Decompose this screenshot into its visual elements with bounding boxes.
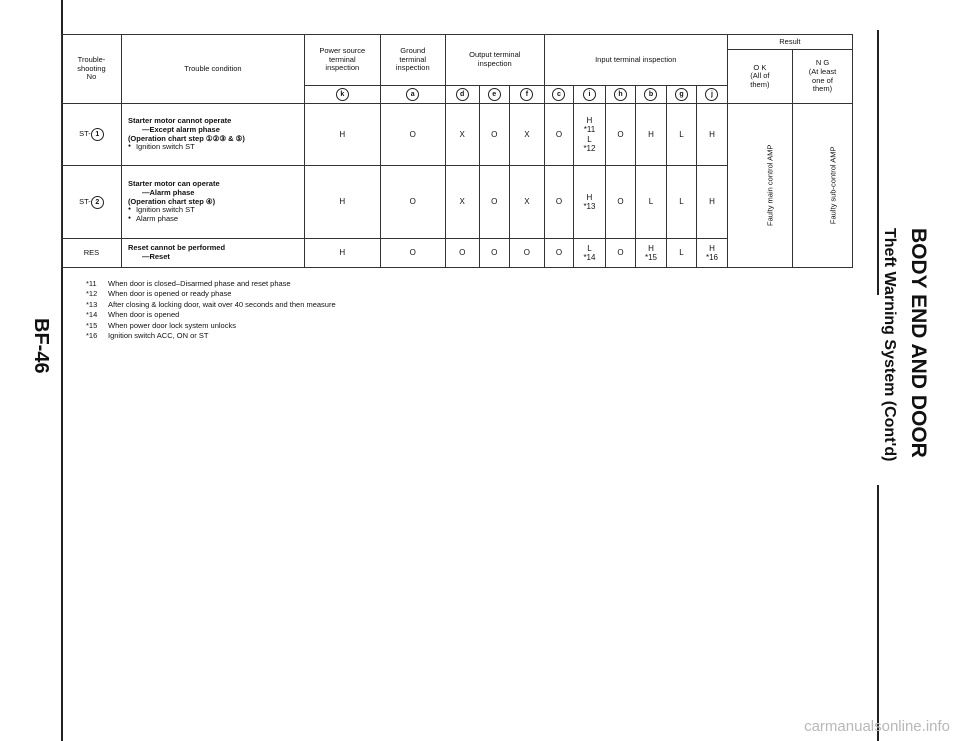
header-result: Result [727,35,852,50]
right-margin-line-lower [877,485,879,741]
ok-result: Faulty main control AMP [727,104,792,268]
diagnosis-table [61,34,853,268]
terminal-i: i [574,86,606,104]
header-ground: Ground terminal inspection [380,35,445,86]
value-cell: H *16 [697,239,728,268]
terminal-k: k [304,86,380,104]
header-input: Input terminal inspection [544,35,727,86]
header-trouble-no: Trouble- shooting No [62,35,122,104]
terminal-f: f [510,86,545,104]
value-cell: O [544,104,573,166]
value-cell: O [544,166,573,239]
value-cell: L [666,104,697,166]
ng-result: Faulty sub-control AMP [792,104,852,268]
value-cell: O [479,239,510,268]
terminal-j: j [697,86,728,104]
value-cell: X [510,166,545,239]
value-cell: O [510,239,545,268]
footnote: *16 Ignition switch ACC, ON or ST [86,331,209,341]
footnote: *13 After closing & locking door, wait over 40 seconds and then measure [86,299,336,309]
footnote: *15 When power door lock system unlocks [86,320,236,330]
watermark: carmanualsonline.info [804,718,950,735]
value-cell: H [697,104,728,166]
value-cell: X [510,104,545,166]
subsection-title: Theft Warning System (Cont'd) [881,228,898,462]
value-cell: O [380,166,445,239]
footnote: *12 When door is opened or ready phase [86,289,232,299]
value-cell: O [479,104,510,166]
value-cell: O [605,239,636,268]
footnote: *14 When door is opened [86,310,180,320]
value-cell: H [304,104,380,166]
value-cell: O [445,239,479,268]
value-cell: H *11 L *12 [574,104,606,166]
row-condition: Starter motor can operate —Alarm phase (Operation chart step ④) ● Ignition switch ST ● Alarm phase [121,166,304,239]
value-cell: H [636,104,667,166]
terminal-e: e [479,86,510,104]
row-condition: Reset cannot be performed —Reset [121,239,304,268]
value-cell: H [697,166,728,239]
page-number: BF-46 [30,318,52,374]
value-cell: H *15 [636,239,667,268]
terminal-c: c [544,86,573,104]
header-trouble-condition: Trouble condition [121,35,304,104]
value-cell: L [636,166,667,239]
terminal-d: d [445,86,479,104]
terminal-h: h [605,86,636,104]
value-cell: L [666,239,697,268]
header-power-source: Power source terminal inspection [304,35,380,86]
header-output: Output terminal inspection [445,35,544,86]
value-cell: O [605,104,636,166]
value-cell: O [380,239,445,268]
value-cell: O [479,166,510,239]
value-cell: X [445,166,479,239]
row-no: ST- 2 [62,166,122,239]
value-cell: L [666,166,697,239]
value-cell: H [304,166,380,239]
value-cell: H [304,239,380,268]
value-cell: H *13 [574,166,606,239]
header-ok: O K (All of them) [727,50,792,104]
footnote: *11 When door is closed–Disarmed phase and reset phase [86,279,291,288]
right-margin-line [877,30,879,295]
value-cell: O [380,104,445,166]
row-no: RES [62,239,122,268]
value-cell: O [605,166,636,239]
footnotes [86,279,336,341]
value-cell: X [445,104,479,166]
terminal-b: b [636,86,667,104]
row-no: ST- 1 [62,104,122,166]
terminal-a: a [380,86,445,104]
table-row [62,104,853,166]
terminal-g: g [666,86,697,104]
value-cell: L *14 [574,239,606,268]
value-cell: O [544,239,573,268]
row-condition: Starter motor cannot operate —Except alarm phase (Operation chart step ①②③ & ⑤) ● Ignition switch ST [121,104,304,166]
section-title: BODY END AND DOOR [907,228,930,458]
header-ng: N G (At least one of them) [792,50,852,104]
